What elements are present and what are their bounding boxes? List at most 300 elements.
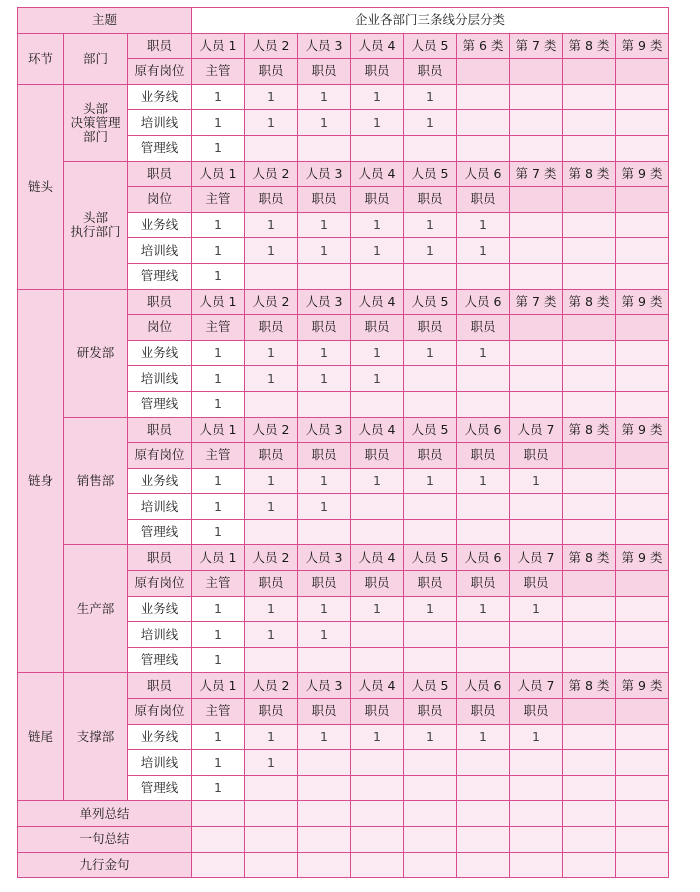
post-cell: 职员 [298, 59, 351, 85]
line-value-cell [245, 775, 298, 801]
person-cell: 人员 7 [510, 417, 563, 443]
summary-cell [351, 801, 404, 827]
line-value-cell [616, 519, 669, 545]
person-cell: 人员 4 [351, 161, 404, 187]
line-value-cell [457, 775, 510, 801]
line-value-cell [404, 135, 457, 161]
summary-row [18, 852, 669, 878]
line-value-cell [351, 263, 404, 289]
dept-name-cell [64, 84, 128, 161]
person-cell: 人员 3 [298, 417, 351, 443]
line-value-cell [510, 750, 563, 776]
post-label: 岗位 [128, 187, 192, 213]
line-value-cell: 1 [192, 622, 245, 648]
stage-cell: 链尾 [18, 673, 64, 801]
line-value-cell [563, 238, 616, 264]
business-line-label: 业务线 [128, 340, 192, 366]
line-value-cell: 1 [351, 468, 404, 494]
business-line-label: 业务线 [128, 84, 192, 110]
management-line-label: 管理线 [128, 647, 192, 673]
line-value-cell: 1 [192, 263, 245, 289]
post-cell [616, 315, 669, 341]
table-title-row [18, 8, 669, 34]
line-value-cell [510, 263, 563, 289]
summary-cell [404, 801, 457, 827]
line-value-cell [616, 84, 669, 110]
dept-staff-row [18, 673, 669, 699]
summary-row [18, 827, 669, 853]
post-cell: 职员 [510, 699, 563, 725]
staff-label: 职员 [128, 673, 192, 699]
person-header: 人员 3 [298, 33, 351, 59]
line-value-cell [245, 135, 298, 161]
line-value-cell [457, 647, 510, 673]
line-value-cell [245, 647, 298, 673]
person-cell: 人员 6 [457, 161, 510, 187]
person-cell: 人员 6 [457, 289, 510, 315]
post-cell [563, 443, 616, 469]
line-value-cell [510, 135, 563, 161]
line-value-cell [616, 340, 669, 366]
person-header: 人员 5 [404, 33, 457, 59]
person-cell: 人员 5 [404, 673, 457, 699]
line-value-cell [457, 84, 510, 110]
line-value-cell: 1 [192, 340, 245, 366]
business-line-label: 业务线 [128, 596, 192, 622]
line-value-cell [351, 775, 404, 801]
dept-header: 部门 [64, 33, 128, 84]
line-value-cell [510, 340, 563, 366]
person-cell: 人员 1 [192, 417, 245, 443]
line-value-cell [510, 238, 563, 264]
line-value-cell [510, 366, 563, 392]
summary-cell [351, 852, 404, 878]
line-value-cell [351, 135, 404, 161]
line-value-cell: 1 [192, 84, 245, 110]
person-cell: 第 9 类 [616, 417, 669, 443]
dept-name-line: 生产部 [76, 600, 115, 616]
line-value-cell [457, 750, 510, 776]
line-value-cell: 1 [245, 238, 298, 264]
line-value-cell: 1 [192, 135, 245, 161]
line-value-cell [457, 519, 510, 545]
person-header: 第 6 类 [457, 33, 510, 59]
summary-cell [616, 801, 669, 827]
person-header: 第 8 类 [563, 33, 616, 59]
business-line-row [18, 84, 669, 110]
line-value-cell [404, 494, 457, 520]
line-value-cell: 1 [510, 468, 563, 494]
line-value-cell: 1 [351, 724, 404, 750]
line-value-cell [563, 622, 616, 648]
management-line-label: 管理线 [128, 391, 192, 417]
line-value-cell: 1 [298, 468, 351, 494]
line-value-cell [563, 84, 616, 110]
post-label: 原有岗位 [128, 571, 192, 597]
person-cell: 人员 1 [192, 673, 245, 699]
line-value-cell: 1 [351, 212, 404, 238]
line-value-cell [616, 468, 669, 494]
person-cell: 人员 2 [245, 161, 298, 187]
post-cell: 主管 [192, 315, 245, 341]
post-cell: 职员 [245, 571, 298, 597]
post-cell [616, 59, 669, 85]
staff-label: 职员 [128, 545, 192, 571]
line-value-cell [457, 366, 510, 392]
person-cell: 人员 2 [245, 673, 298, 699]
line-value-cell [457, 391, 510, 417]
line-value-cell: 1 [457, 724, 510, 750]
line-value-cell [298, 263, 351, 289]
post-cell: 职员 [298, 699, 351, 725]
line-value-cell [457, 263, 510, 289]
post-cell: 职员 [404, 699, 457, 725]
line-value-cell [616, 391, 669, 417]
person-cell: 人员 4 [351, 289, 404, 315]
dept-name-cell [64, 673, 128, 801]
post-cell: 职员 [245, 443, 298, 469]
dept-staff-row [18, 545, 669, 571]
post-cell [563, 315, 616, 341]
training-line-label: 培训线 [128, 750, 192, 776]
line-value-cell [563, 263, 616, 289]
summary-cell [457, 827, 510, 853]
line-value-cell: 1 [404, 238, 457, 264]
line-value-cell [616, 647, 669, 673]
line-value-cell [616, 263, 669, 289]
person-cell: 人员 5 [404, 545, 457, 571]
dept-name-line: 头部 [82, 210, 108, 226]
summary-label: 九行金句 [18, 852, 192, 878]
line-value-cell [298, 519, 351, 545]
person-cell: 第 7 类 [510, 289, 563, 315]
summary-cell [510, 827, 563, 853]
classification-table [17, 7, 669, 878]
line-value-cell [404, 622, 457, 648]
summary-cell [298, 852, 351, 878]
post-cell: 职员 [351, 187, 404, 213]
post-cell: 职员 [245, 699, 298, 725]
dept-staff-row [18, 417, 669, 443]
line-value-cell [245, 263, 298, 289]
staff-label: 职员 [128, 161, 192, 187]
table-title: 企业各部门三条线分层分类 [192, 8, 669, 34]
line-value-cell [563, 212, 616, 238]
post-cell [616, 443, 669, 469]
person-cell: 第 8 类 [563, 161, 616, 187]
line-value-cell [563, 366, 616, 392]
line-value-cell: 1 [192, 212, 245, 238]
person-cell: 第 7 类 [510, 161, 563, 187]
post-cell: 职员 [404, 59, 457, 85]
person-header: 人员 1 [192, 33, 245, 59]
summary-cell [298, 827, 351, 853]
post-cell: 职员 [457, 699, 510, 725]
dept-name-line: 部门 [82, 128, 108, 144]
post-cell [563, 59, 616, 85]
line-value-cell: 1 [404, 596, 457, 622]
post-cell: 职员 [298, 187, 351, 213]
management-line-label: 管理线 [128, 775, 192, 801]
line-value-cell [563, 750, 616, 776]
person-cell: 人员 3 [298, 161, 351, 187]
person-cell: 第 8 类 [563, 289, 616, 315]
line-value-cell [616, 494, 669, 520]
line-value-cell [563, 110, 616, 136]
line-value-cell: 1 [298, 340, 351, 366]
line-value-cell: 1 [245, 340, 298, 366]
post-cell: 主管 [192, 187, 245, 213]
person-cell: 人员 4 [351, 417, 404, 443]
line-value-cell: 1 [298, 596, 351, 622]
line-value-cell: 1 [192, 366, 245, 392]
summary-cell [563, 827, 616, 853]
line-value-cell: 1 [510, 724, 563, 750]
post-cell: 职员 [457, 571, 510, 597]
line-value-cell: 1 [245, 366, 298, 392]
line-value-cell: 1 [404, 340, 457, 366]
person-cell: 人员 5 [404, 289, 457, 315]
post-cell: 主管 [192, 443, 245, 469]
line-value-cell [245, 391, 298, 417]
summary-cell [245, 827, 298, 853]
post-cell [616, 187, 669, 213]
person-cell: 人员 5 [404, 417, 457, 443]
line-value-cell: 1 [192, 775, 245, 801]
post-cell: 职员 [404, 443, 457, 469]
line-value-cell [563, 391, 616, 417]
line-value-cell [563, 494, 616, 520]
line-value-cell: 1 [192, 519, 245, 545]
line-value-cell: 1 [245, 596, 298, 622]
post-cell [616, 571, 669, 597]
training-line-label: 培训线 [128, 238, 192, 264]
line-value-cell: 1 [192, 596, 245, 622]
line-value-cell [351, 391, 404, 417]
line-value-cell [616, 596, 669, 622]
post-cell: 主管 [192, 59, 245, 85]
post-header: 原有岗位 [128, 59, 192, 85]
line-value-cell: 1 [457, 340, 510, 366]
person-cell: 第 9 类 [616, 545, 669, 571]
line-value-cell: 1 [298, 110, 351, 136]
summary-cell [616, 852, 669, 878]
summary-cell [245, 801, 298, 827]
person-cell: 人员 2 [245, 417, 298, 443]
line-value-cell [510, 84, 563, 110]
line-value-cell [510, 212, 563, 238]
post-cell: 职员 [510, 571, 563, 597]
line-value-cell [616, 724, 669, 750]
line-value-cell [298, 135, 351, 161]
post-cell: 职员 [298, 315, 351, 341]
line-value-cell [404, 391, 457, 417]
line-value-cell [563, 135, 616, 161]
line-value-cell: 1 [457, 238, 510, 264]
line-value-cell [563, 724, 616, 750]
line-value-cell [616, 622, 669, 648]
post-label: 原有岗位 [128, 699, 192, 725]
stage-cell: 链身 [18, 289, 64, 673]
dept-name-line: 销售部 [76, 472, 115, 488]
line-value-cell [616, 110, 669, 136]
line-value-cell [510, 622, 563, 648]
management-line-label: 管理线 [128, 519, 192, 545]
line-value-cell: 1 [245, 110, 298, 136]
line-value-cell: 1 [192, 238, 245, 264]
post-cell [616, 699, 669, 725]
summary-label: 单列总结 [18, 801, 192, 827]
person-cell: 第 8 类 [563, 417, 616, 443]
line-value-cell [616, 238, 669, 264]
summary-row [18, 801, 669, 827]
line-value-cell: 1 [404, 212, 457, 238]
post-cell [563, 571, 616, 597]
line-value-cell [563, 340, 616, 366]
post-cell [563, 699, 616, 725]
line-value-cell [563, 647, 616, 673]
line-value-cell: 1 [192, 750, 245, 776]
business-line-label: 业务线 [128, 724, 192, 750]
summary-cell [510, 801, 563, 827]
person-cell: 人员 4 [351, 545, 404, 571]
dept-name-cell [64, 417, 128, 545]
summary-cell [404, 852, 457, 878]
dept-name-line: 决策管理 [70, 114, 121, 130]
line-value-cell [404, 647, 457, 673]
summary-cell [351, 827, 404, 853]
line-value-cell: 1 [192, 468, 245, 494]
post-cell: 职员 [245, 315, 298, 341]
post-cell: 职员 [457, 187, 510, 213]
line-value-cell: 1 [298, 212, 351, 238]
person-cell: 第 9 类 [616, 289, 669, 315]
person-cell: 人员 3 [298, 545, 351, 571]
line-value-cell [351, 622, 404, 648]
person-cell: 人员 2 [245, 545, 298, 571]
column-header-row [18, 33, 669, 59]
line-value-cell [510, 647, 563, 673]
line-value-cell [616, 750, 669, 776]
line-value-cell [510, 494, 563, 520]
person-cell: 人员 5 [404, 161, 457, 187]
post-cell: 职员 [510, 443, 563, 469]
summary-cell [510, 852, 563, 878]
line-value-cell [351, 750, 404, 776]
line-value-cell [245, 519, 298, 545]
line-value-cell: 1 [298, 238, 351, 264]
post-cell [510, 187, 563, 213]
line-value-cell [563, 775, 616, 801]
line-value-cell: 1 [245, 750, 298, 776]
line-value-cell [404, 519, 457, 545]
line-value-cell: 1 [245, 468, 298, 494]
summary-cell [192, 801, 245, 827]
dept-name-cell [64, 161, 128, 289]
line-value-cell [298, 647, 351, 673]
person-cell: 人员 1 [192, 545, 245, 571]
line-value-cell [351, 647, 404, 673]
post-cell: 职员 [245, 187, 298, 213]
dept-name-line: 研发部 [76, 345, 115, 361]
line-value-cell: 1 [457, 596, 510, 622]
post-cell: 职员 [298, 571, 351, 597]
line-value-cell: 1 [192, 647, 245, 673]
post-cell: 主管 [192, 699, 245, 725]
line-value-cell: 1 [298, 366, 351, 392]
line-value-cell: 1 [192, 391, 245, 417]
line-value-cell [510, 519, 563, 545]
line-value-cell [457, 494, 510, 520]
post-cell: 职员 [298, 443, 351, 469]
summary-cell [457, 801, 510, 827]
line-value-cell: 1 [298, 84, 351, 110]
post-cell [563, 187, 616, 213]
line-value-cell: 1 [351, 340, 404, 366]
line-value-cell [457, 135, 510, 161]
line-value-cell: 1 [192, 724, 245, 750]
line-value-cell [404, 775, 457, 801]
line-value-cell [510, 775, 563, 801]
post-cell [510, 59, 563, 85]
business-line-label: 业务线 [128, 468, 192, 494]
person-cell: 第 9 类 [616, 161, 669, 187]
staff-label: 职员 [128, 417, 192, 443]
post-cell [510, 315, 563, 341]
person-cell: 人员 6 [457, 417, 510, 443]
line-value-cell [616, 366, 669, 392]
line-value-cell [510, 391, 563, 417]
summary-cell [298, 801, 351, 827]
person-cell: 人员 1 [192, 161, 245, 187]
training-line-label: 培训线 [128, 110, 192, 136]
line-value-cell: 1 [245, 494, 298, 520]
training-line-label: 培训线 [128, 366, 192, 392]
stage-cell: 链头 [18, 84, 64, 289]
line-value-cell: 1 [298, 494, 351, 520]
line-value-cell [404, 750, 457, 776]
person-cell: 人员 3 [298, 673, 351, 699]
post-cell: 职员 [351, 443, 404, 469]
person-header: 第 9 类 [616, 33, 669, 59]
dept-name-cell [64, 289, 128, 417]
line-value-cell: 1 [510, 596, 563, 622]
person-cell: 第 8 类 [563, 545, 616, 571]
person-cell: 第 9 类 [616, 673, 669, 699]
line-value-cell [616, 135, 669, 161]
training-line-label: 培训线 [128, 622, 192, 648]
post-cell: 职员 [457, 443, 510, 469]
line-value-cell: 1 [245, 622, 298, 648]
line-value-cell [404, 366, 457, 392]
person-header: 人员 2 [245, 33, 298, 59]
line-value-cell [563, 468, 616, 494]
line-value-cell [616, 775, 669, 801]
business-line-label: 业务线 [128, 212, 192, 238]
person-header: 第 7 类 [510, 33, 563, 59]
line-value-cell [563, 519, 616, 545]
line-value-cell: 1 [404, 468, 457, 494]
person-cell: 人员 3 [298, 289, 351, 315]
line-value-cell: 1 [457, 468, 510, 494]
post-cell: 职员 [351, 59, 404, 85]
person-cell: 人员 2 [245, 289, 298, 315]
post-cell: 主管 [192, 571, 245, 597]
line-value-cell [298, 391, 351, 417]
line-value-cell [616, 212, 669, 238]
line-value-cell: 1 [245, 212, 298, 238]
post-cell: 职员 [457, 315, 510, 341]
